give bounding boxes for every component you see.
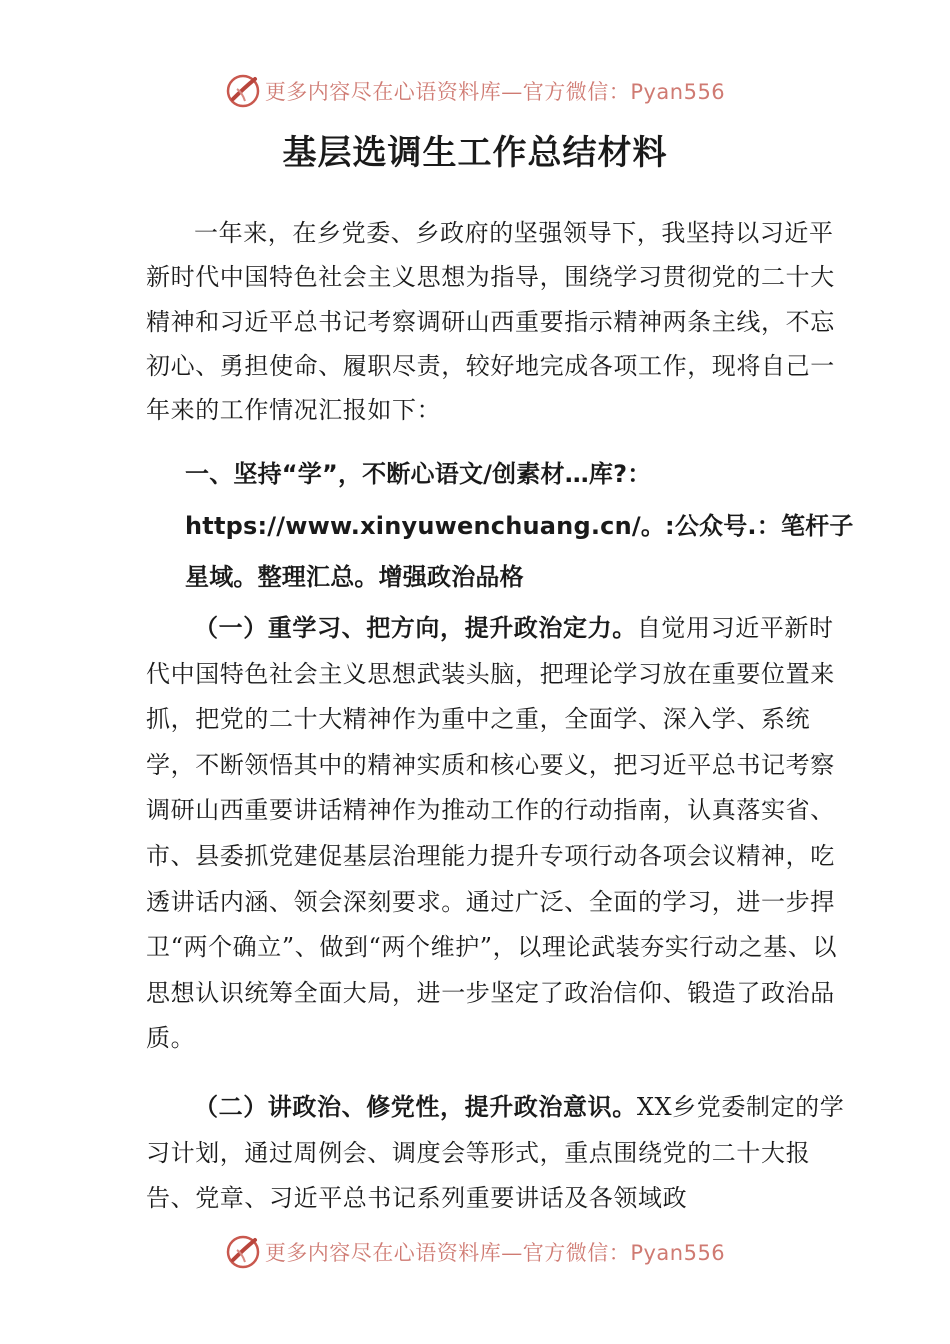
subsection-2-heading: （二）讲政治、修党性，提升政治意识。 — [194, 1093, 637, 1121]
watermark-banner-top — [0, 73, 950, 109]
subsection-2-text: XX乡党委制定的学习计划，通过周例会、调度会等形式，重点围绕党的二十大报告、党章、习近平总书记系列重要讲话及各领域政 — [146, 1093, 845, 1213]
watermark-text: 更多内容尽在心语资料库—官方微信：Pyan556 — [264, 80, 726, 104]
section-heading-1: 一、坚持“学”，不断心语文/创素材…库?：https://www.xinyuwenchuang.cn/。:公众号.：笔杆子星域。整理汇总。增强政治品格 — [185, 460, 854, 591]
brush-logo-icon — [225, 73, 261, 109]
subsection-2-paragraph — [146, 1085, 846, 1222]
watermark-text: 更多内容尽在心语资料库—官方微信：Pyan556 — [264, 1241, 726, 1265]
subsection-1-paragraph — [146, 606, 846, 1062]
brush-logo-icon — [225, 1234, 261, 1270]
watermark-banner-bottom — [0, 1234, 950, 1270]
intro-paragraph: 一年来，在乡党委、乡政府的坚强领导下，我坚持以习近平新时代中国特色社会主义思想为指导，围绕学习贯彻党的二十大精神和习近平总书记考察调研山西重要指示精神两条主线，不忘初心、勇担使命、履职尽责，较好地完成各项工作，现将自己一年来的工作情况汇报如下： — [146, 219, 835, 425]
page-title: 基层选调生工作总结材料 — [282, 133, 668, 173]
subsection-1-text: 自觉用习近平新时代中国特色社会主义思想武装头脑，把理论学习放在重要位置来抓，把党的二十大精神作为重中之重，全面学、深入学、系统学，不断领悟其中的精神实质和核心要义，把习近平总书记考察调研山西重要讲话精神作为推动工作的行动指南，认真落实省、市、县委抓党建促基层治理能力提升专项行动各项会议精神，吃透讲话内涵、领会深刻要求。通过广泛、全面的学习，进一步捍卫“两个确立”、做到“两个维护”，以理论武装夯实行动之基、以思想认识统筹全面大局，进一步坚定了政治信仰、锻造了政治品质。 — [146, 614, 838, 1053]
subsection-1-heading: （一）重学习、把方向，提升政治定力。 — [194, 614, 637, 642]
